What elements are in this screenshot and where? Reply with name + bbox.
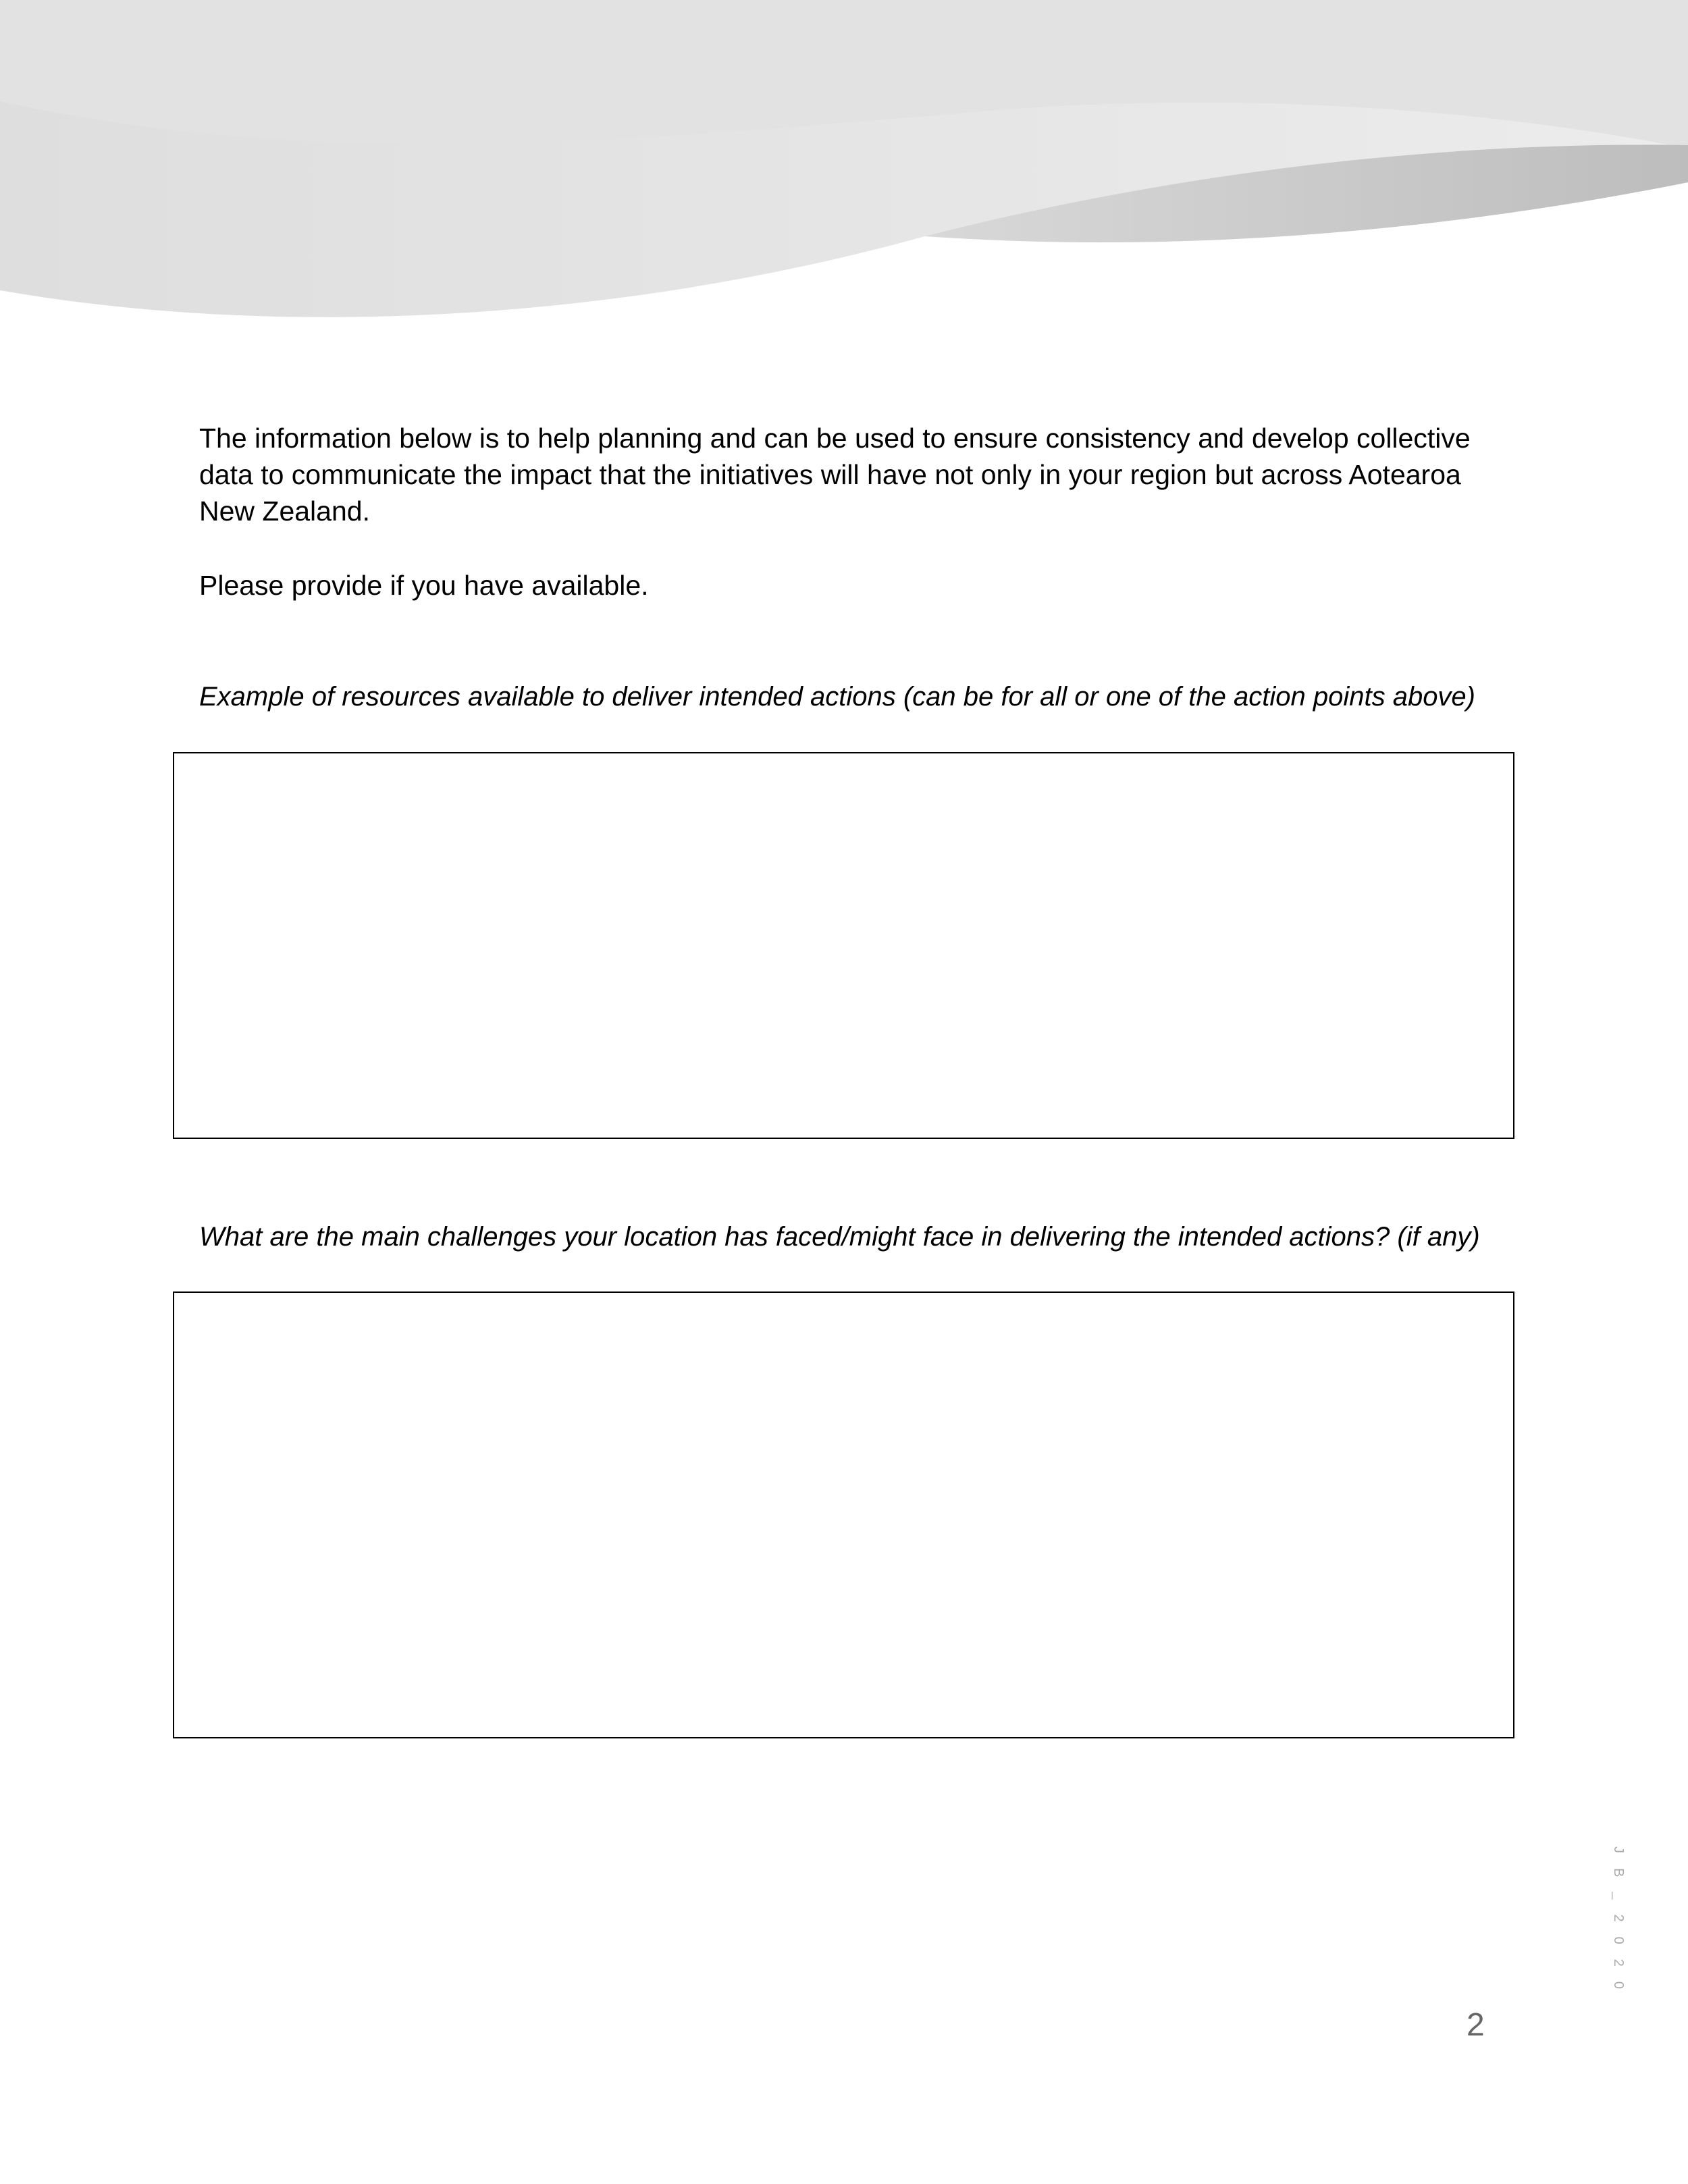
intro-note: Please provide if you have available. — [199, 570, 649, 601]
document-watermark: JB_2020 — [1611, 1846, 1626, 2004]
resources-answer-box[interactable] — [173, 752, 1514, 1139]
challenges-answer-box[interactable] — [173, 1291, 1514, 1738]
intro-paragraph: The information below is to help planning and can be used to ensure consistency and develop collective data to communicate the impact that the initiatives will have not only in your region but across Aotearoa New Zealand. — [199, 423, 1471, 527]
page-number: 2 — [1467, 2007, 1485, 2043]
header-wave-decoration — [0, 0, 1688, 338]
resources-question: Example of resources available to deliver intended actions (can be for all or one of the action points above) — [199, 682, 1475, 712]
challenges-question: What are the main challenges your location has faced/might face in delivering the intended actions? (if any) — [199, 1222, 1480, 1252]
